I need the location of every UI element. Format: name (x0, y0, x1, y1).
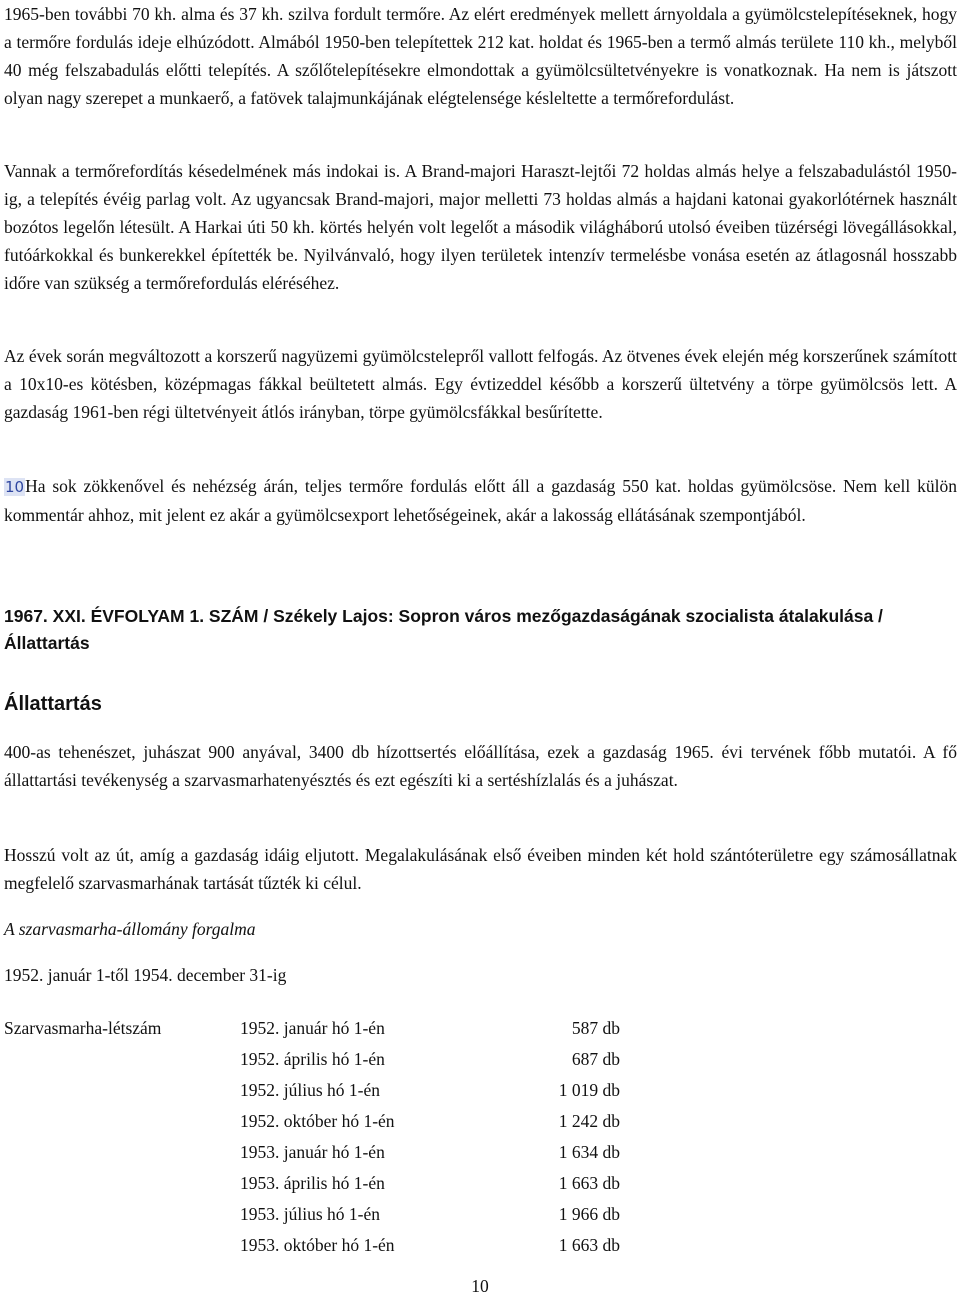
table-row (240, 1045, 620, 1076)
section-heading: Állattartás (4, 693, 102, 715)
table-cell-value: 1 019 db (558, 1080, 620, 1100)
table-row (240, 1076, 620, 1107)
page-number: 10 (471, 1276, 489, 1296)
table-row (240, 1231, 620, 1262)
paragraph-orchard-status-text: Ha sok zökkenővel és nehézség árán, teljes termőre fordulás előtt áll a gazdaság 550 kat. holdas gyümölcsöse. Nem kell külön kommentár ahhoz, mit jelent ez akár a gyümölcsexport lehetőségeinek, akár a lakosság ellátásának szempontjából. (4, 476, 957, 525)
table-cell-value: 1 634 db (558, 1142, 620, 1162)
paragraph-livestock-history: Hosszú volt az út, amíg a gazdaság idáig eljutott. Megalakulásának első éveiben minden két hold szántóterületre egy számosállatnak megfelelő szarvasmarhának tartását tűzték ki célul. (4, 845, 957, 893)
table-cell-value: 1 663 db (558, 1173, 620, 1193)
table-cell-date: 1953. január hó 1-én (240, 1142, 385, 1162)
table-row (240, 1200, 620, 1231)
table-cell-value: 587 db (571, 1018, 620, 1038)
table-cell-date: 1952. április hó 1-én (240, 1049, 385, 1069)
table-cell-date: 1953. július hó 1-én (240, 1204, 380, 1224)
table-period: 1952. január 1-től 1954. december 31-ig (4, 965, 287, 985)
paragraph-orchard-status (4, 472, 957, 529)
table-row (240, 1014, 620, 1045)
table-row-label: Szarvasmarha-létszám (4, 1018, 162, 1038)
paragraph-modern-orchard: Az évek során megváltozott a korszerű nagyüzemi gyümölcstelepről vallott felfogás. Az ötvenes évek elején még korszerűnek számított a 10x10-es kötésben, középmagas fákkal beültetett almás. Egy évtizeddel később a korszerű ültetvény a törpe gyümölcsös lett. A gazdaság 1961-ben régi ültetvényeit átlós irányban, törpe gyümölcsfákkal besűrítette. (4, 346, 957, 422)
page-marker[interactable]: 10 (5, 478, 25, 496)
table-title: A szarvasmarha-állomány forgalma (4, 919, 256, 939)
paragraph-delay-reasons: Vannak a termőrefordítás késedelmének más indokai is. A Brand-majori Haraszt-lejtői 72 holdas almás helye a felszabadulástól 1950-ig, a telepítés évéig parlag volt. Az ugyancsak Brand-majori, major melletti 73 holdas almás a hajdani katonai gyakorlótérnek használt bozótos legelőn létesült. A Harkai úti 50 kh. körtés helyén volt legelőt a második világháború utolsó éveiben tüzérségi lövegállásokkal, futóárkokkal és bunkerekkel építették be. Nyilvánvaló, hogy ilyen területek intenzív termelésbe vonása esetén az átlagosnál hosszabb időre van szükség a termőrefordulás eléréséhez. (4, 161, 957, 293)
paragraph-fruit-planting: 1965-ben további 70 kh. alma és 37 kh. szilva fordult termőre. Az elért eredmények mellett árnyoldala a gyümölcstelepítéseknek, hogy a termőre fordulás ideje elhúzódott. Almából 1950-ben telepítettek 212 kat. holdat és 1965-ben a termő almás területe 110 kh., melyből 40 még felszabadulás előtti telepítés. A szőlőtelepítésekre elmondottak a gyümölcsültetvényekre is vonatkoznak. Ha nem is játszott olyan nagy szerepet a munkaerő, a fatövek talajmunkájának elégtelensége késleltette a termőrefordulást. (4, 4, 957, 108)
table-cell-date: 1953. október hó 1-én (240, 1235, 395, 1255)
table-row (240, 1138, 620, 1169)
table-row (240, 1107, 620, 1138)
table-cell-date: 1953. április hó 1-én (240, 1173, 385, 1193)
breadcrumb: 1967. XXI. ÉVFOLYAM 1. SZÁM / Székely Lajos: Sopron város mezőgazdaságának szocialista átalakulása / Állattartás (4, 606, 883, 653)
table-cell-value: 1 663 db (558, 1235, 620, 1255)
table-cell-value: 1 966 db (558, 1204, 620, 1224)
table-cell-date: 1952. július hó 1-én (240, 1080, 380, 1100)
table-row (240, 1169, 620, 1200)
table-cell-value: 687 db (571, 1049, 620, 1069)
table-cell-date: 1952. október hó 1-én (240, 1111, 395, 1131)
table-cell-value: 1 242 db (558, 1111, 620, 1131)
paragraph-livestock-plan: 400-as tehenészet, juhászat 900 anyával, 3400 db hízottsertés előállítása, ezek a gazdaság 1965. évi tervének főbb mutatói. A fő állattartási tevékenység a szarvasmarhatenyésztés és ezt egészíti ki a sertéshízlalás és a juhászat. (4, 742, 957, 790)
table-cell-date: 1952. január hó 1-én (240, 1018, 385, 1038)
